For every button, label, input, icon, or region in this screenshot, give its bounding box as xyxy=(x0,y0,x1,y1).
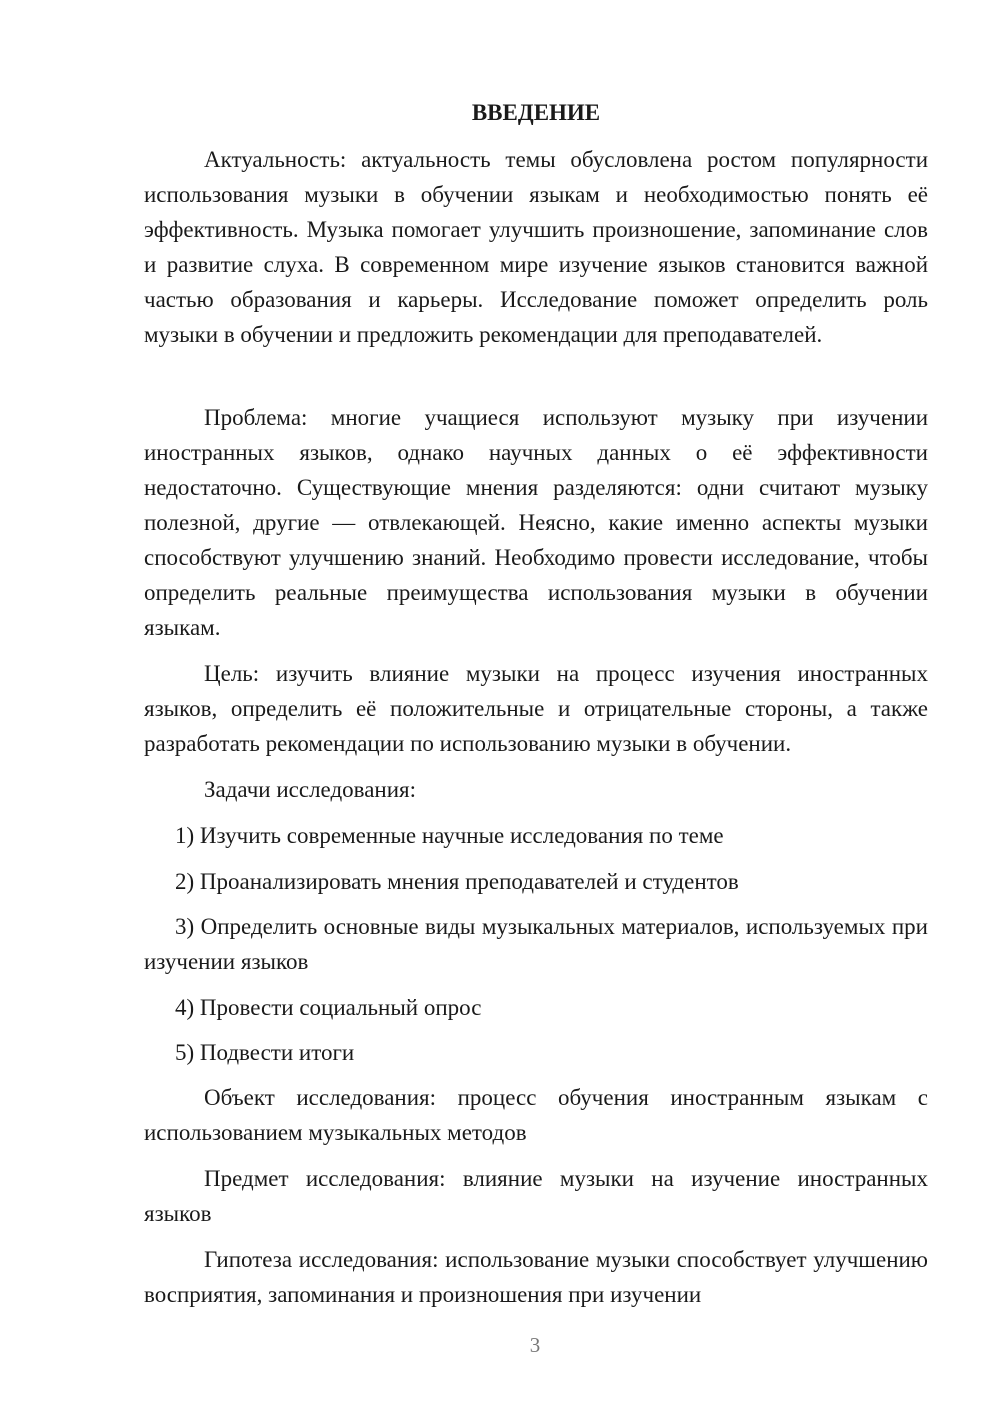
task-item: 4) Провести социальный опрос xyxy=(175,995,482,1020)
page-number: 3 xyxy=(529,1333,541,1357)
tasks-heading: Задачи исследования: xyxy=(204,777,417,802)
relevance-paragraph: Актуальность: актуальность темы обусловлена ростом популярности использования музыки в обучении языкам и необходимостью понять её эффективность. Музыка помогает улучшить произношение, запоминание слов и развитие слуха. В современном мире изучение языков становится важной частью образования и карьеры. Исследование поможет определить роль музыки в обучении и предложить рекомендации для преподавателей. xyxy=(144,147,928,347)
hypothesis-paragraph: Гипотеза исследования: использование музыки способствует улучшению восприятия, запоминания и произношения при изучении xyxy=(144,1247,928,1307)
task-item: 1) Изучить современные научные исследования по теме xyxy=(175,823,724,848)
task-item: 3) Определить основные виды музыкальных материалов, используемых при изучении языков xyxy=(144,914,928,974)
page-title: ВВЕДЕНИЕ xyxy=(471,100,601,125)
object-paragraph: Объект исследования: процесс обучения иностранным языкам с использованием музыкальных методов xyxy=(144,1085,928,1145)
task-item: 2) Проанализировать мнения преподавателей и студентов xyxy=(175,869,739,894)
goal-paragraph: Цель: изучить влияние музыки на процесс изучения иностранных языков, определить её положительные и отрицательные стороны, а также разработать рекомендации по использованию музыки в обучении. xyxy=(144,661,928,756)
task-item: 5) Подвести итоги xyxy=(175,1040,355,1065)
problem-paragraph: Проблема: многие учащиеся используют музыку при изучении иностранных языков, однако научных данных о её эффективности недостаточно. Существующие мнения разделяются: одни считают музыку полезной, другие — отвлекающей. Неясно, какие именно аспекты музыки способствуют улучшению знаний. Необходимо провести исследование, чтобы определить реальные преимущества использования музыки в обучении языкам. xyxy=(144,405,928,640)
subject-paragraph: Предмет исследования: влияние музыки на изучение иностранных языков xyxy=(144,1166,928,1226)
